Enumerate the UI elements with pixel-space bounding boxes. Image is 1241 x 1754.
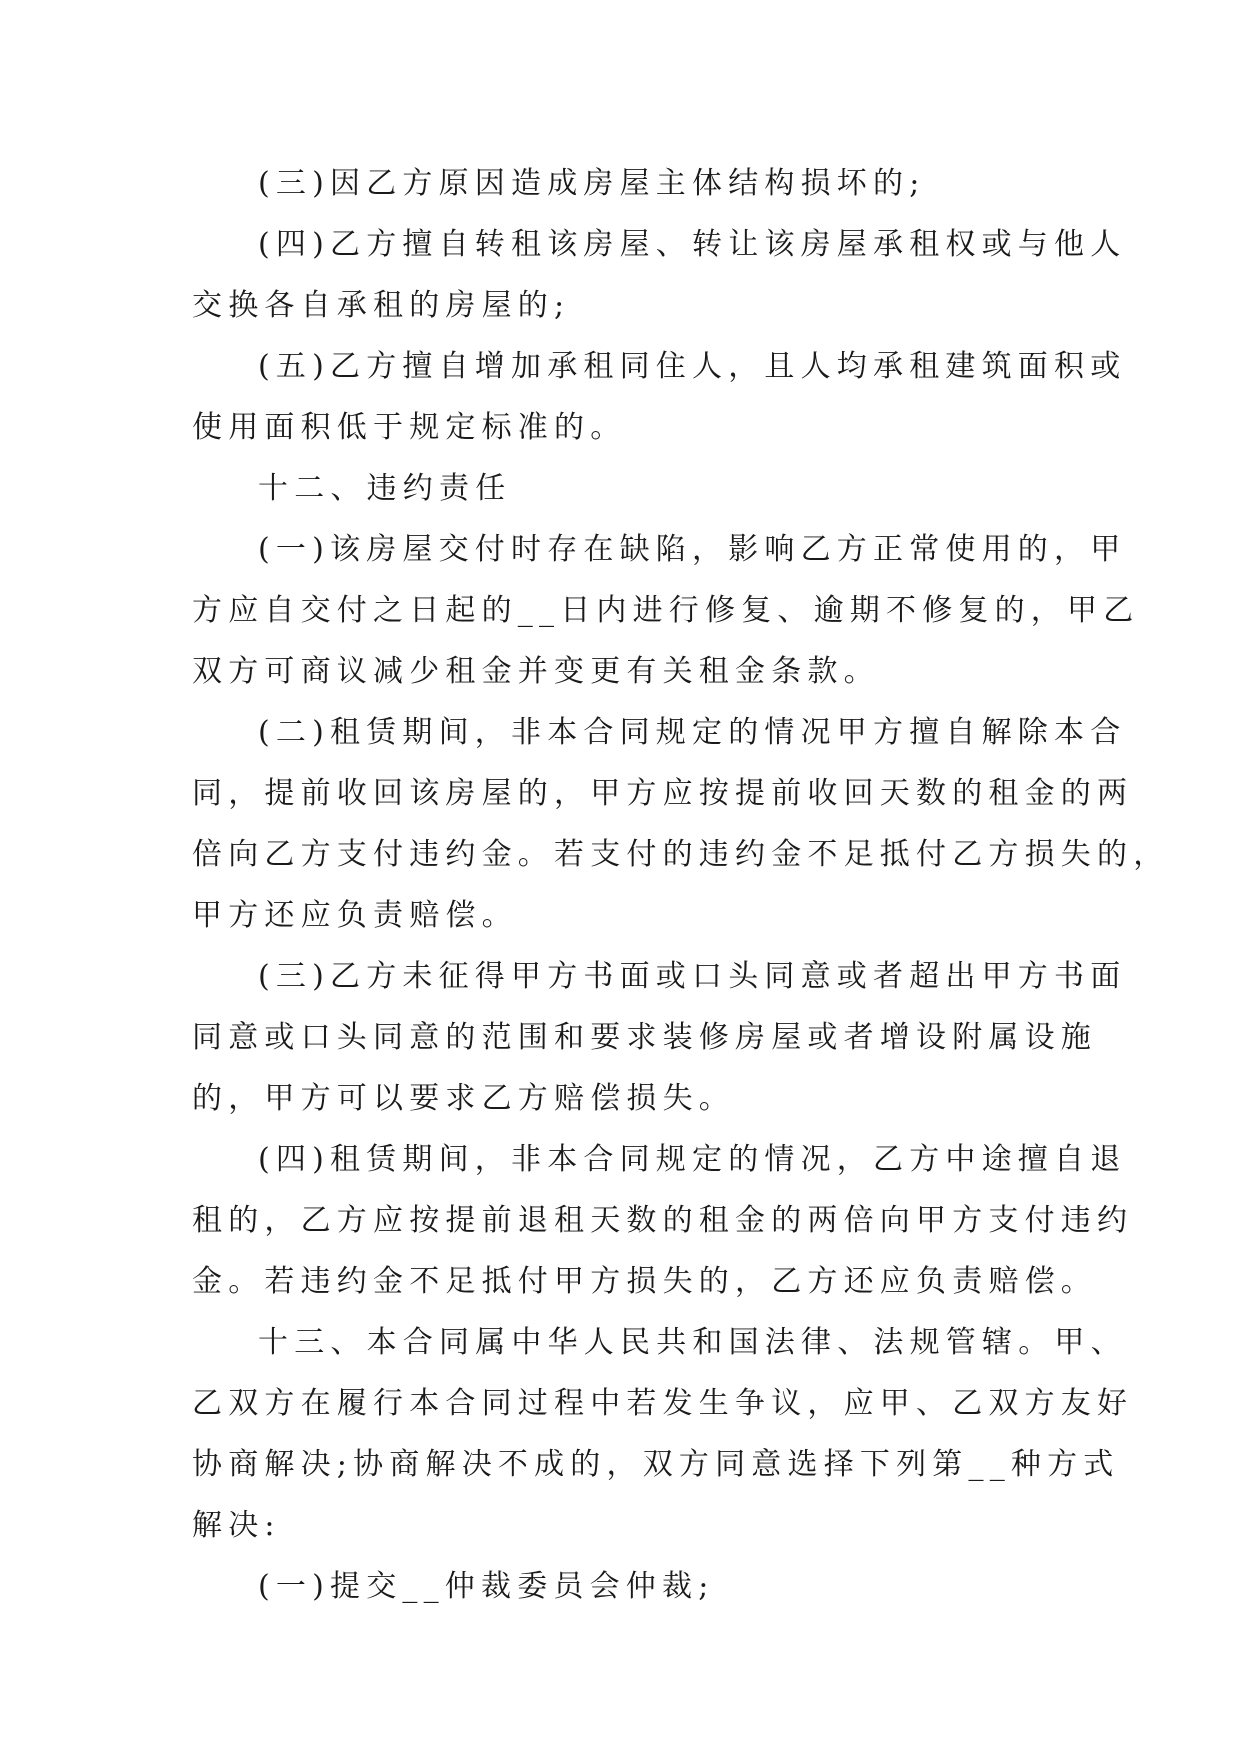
section-heading: 十二、违约责任 xyxy=(258,471,512,506)
text-line: 乙双方在履行本合同过程中若发生争议，应甲、乙双方友好 xyxy=(192,1386,1134,1421)
text-line: 的，甲方可以要求乙方赔偿损失。 xyxy=(192,1081,735,1116)
text-line: 倍向乙方支付违约金。若支付的违约金不足抵付乙方损失的， xyxy=(192,837,1170,872)
text-line: (一)提交__仲裁委员会仲裁; xyxy=(258,1569,715,1604)
section-heading: 十三、本合同属中华人民共和国法律、法规管辖。甲、 xyxy=(258,1325,1127,1360)
document-body xyxy=(192,153,1170,1617)
text-line: 方应自交付之日起的__日内进行修复、逾期不修复的，甲乙 xyxy=(192,593,1140,628)
text-line: (三)因乙方原因造成房屋主体结构损坏的; xyxy=(258,166,926,201)
text-line: (一)该房屋交付时存在缺陷，影响乙方正常使用的，甲 xyxy=(258,532,1127,567)
text-line: (四)乙方擅自转租该房屋、转让该房屋承租权或与他人 xyxy=(258,227,1127,262)
text-line: (三)乙方未征得甲方书面或口头同意或者超出甲方书面 xyxy=(258,959,1127,994)
text-line: 解决: xyxy=(192,1508,281,1543)
text-line: (二)租赁期间，非本合同规定的情况甲方擅自解除本合 xyxy=(258,715,1127,750)
text-line: 使用面积低于规定标准的。 xyxy=(192,410,627,445)
text-line: (五)乙方擅自增加承租同住人，且人均承租建筑面积或 xyxy=(258,349,1127,384)
text-line: 同意或口头同意的范围和要求装修房屋或者增设附属设施 xyxy=(192,1020,1097,1055)
text-line: 租的，乙方应按提前退租天数的租金的两倍向甲方支付违约 xyxy=(192,1203,1134,1238)
text-line: 协商解决;协商解决不成的，双方同意选择下列第__种方式 xyxy=(192,1447,1120,1482)
text-line: 甲方还应负责赔偿。 xyxy=(192,898,518,933)
text-line: (四)租赁期间，非本合同规定的情况，乙方中途擅自退 xyxy=(258,1142,1127,1177)
text-line: 金。若违约金不足抵付甲方损失的，乙方还应负责赔偿。 xyxy=(192,1264,1097,1299)
text-line: 同，提前收回该房屋的，甲方应按提前收回天数的租金的两 xyxy=(192,776,1134,811)
text-line: 交换各自承租的房屋的; xyxy=(192,288,571,323)
text-line: 双方可商议减少租金并变更有关租金条款。 xyxy=(192,654,880,689)
